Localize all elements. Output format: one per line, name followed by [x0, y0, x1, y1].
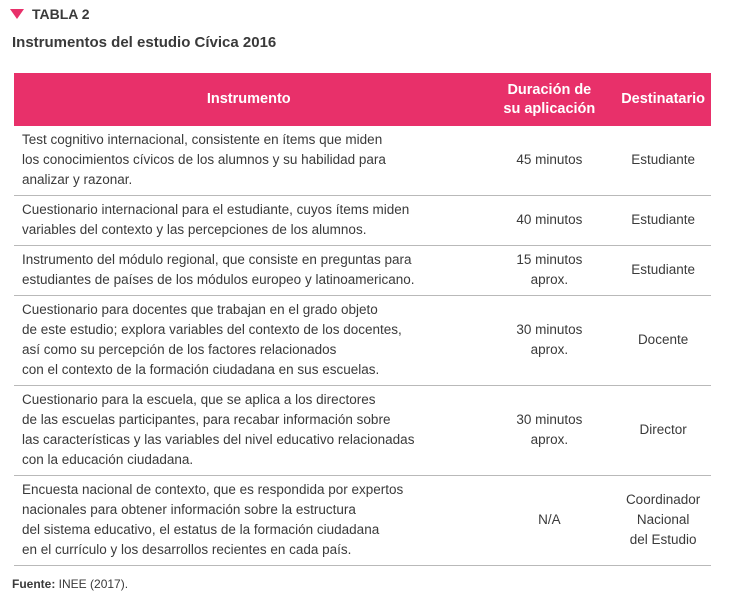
- cell-destinatario: Estudiante: [615, 126, 711, 196]
- table-number: TABLA 2: [32, 6, 90, 22]
- table-header: [14, 73, 711, 126]
- table-title: Instrumentos del estudio Cívica 2016: [12, 34, 277, 51]
- table-label: [10, 6, 90, 22]
- table-row: [14, 476, 711, 566]
- cell-destinatario: Docente: [615, 296, 711, 386]
- table-row: [14, 296, 711, 386]
- cell-instrumento: Test cognitivo internacional, consistente en ítems que miden los conocimientos cívicos de los alumnos y su habilidad para analizar y razonar.: [14, 126, 484, 196]
- triangle-down-icon: [10, 9, 24, 19]
- header-row: [14, 73, 711, 126]
- column-header-instrumento: Instrumento: [14, 73, 484, 126]
- column-header-duracion-text: Duración de su aplicación: [503, 81, 596, 117]
- source-note: [12, 577, 128, 591]
- source-text: INEE (2017).: [55, 577, 129, 591]
- cell-destinatario: Estudiante: [615, 246, 711, 296]
- table-row: [14, 126, 711, 196]
- cell-instrumento: Cuestionario internacional para el estudiante, cuyos ítems miden variables del contexto y las percepciones de los alumnos.: [14, 196, 484, 246]
- cell-duracion: 15 minutos aprox.: [484, 246, 616, 296]
- cell-destinatario: Estudiante: [615, 196, 711, 246]
- cell-instrumento: Instrumento del módulo regional, que consiste en preguntas para estudiantes de países de los módulos europeo y latinoamericano.: [14, 246, 484, 296]
- source-label: Fuente:: [12, 577, 56, 591]
- cell-instrumento: Cuestionario para la escuela, que se aplica a los directores de las escuelas participantes, para recabar información sobre las características y las variables del nivel educativo relacionadas con la educación ciudadana.: [14, 386, 484, 476]
- cell-duracion: 40 minutos: [484, 196, 616, 246]
- cell-destinatario: Director: [615, 386, 711, 476]
- column-header-destinatario: Destinatario: [615, 73, 711, 126]
- instruments-table: [14, 73, 711, 566]
- table-row: [14, 196, 711, 246]
- cell-instrumento: Encuesta nacional de contexto, que es respondida por expertos nacionales para obtener información sobre la estructura del sistema educativo, el estatus de la formación ciudadana en el currículo y los desarrollos recientes en cada país.: [14, 476, 484, 566]
- cell-duracion: 30 minutos aprox.: [484, 386, 616, 476]
- cell-instrumento: Cuestionario para docentes que trabajan en el grado objeto de este estudio; explora variables del contexto de los docentes, así como su percepción de los factores relacionados con el contexto de la formación ciudadana en sus escuelas.: [14, 296, 484, 386]
- table-body: [14, 126, 711, 566]
- column-header-duracion: [484, 73, 616, 126]
- cell-destinatario: Coordinador Nacional del Estudio: [615, 476, 711, 566]
- table-row: [14, 386, 711, 476]
- table-row: [14, 246, 711, 296]
- cell-duracion: N/A: [484, 476, 616, 566]
- cell-duracion: 30 minutos aprox.: [484, 296, 616, 386]
- cell-duracion: 45 minutos: [484, 126, 616, 196]
